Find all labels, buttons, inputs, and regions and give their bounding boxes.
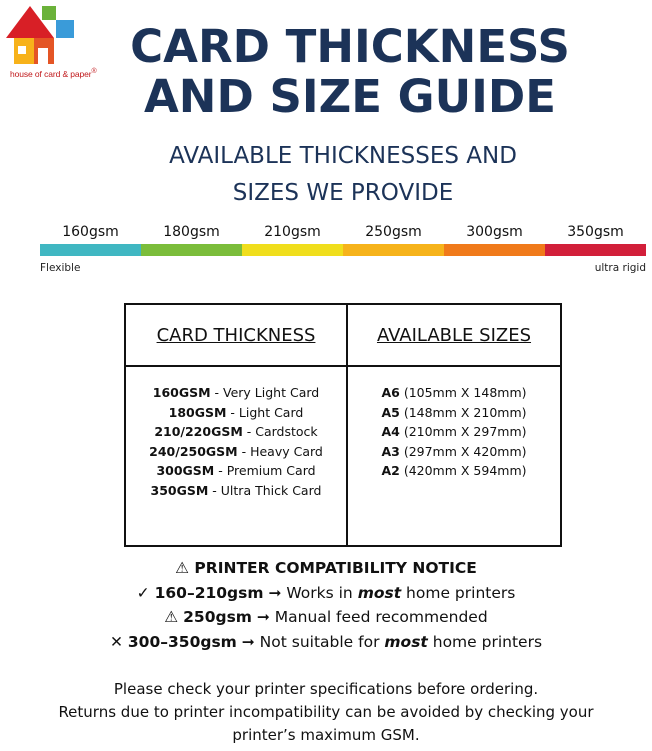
size-item: A5 (148mm X 210mm) bbox=[381, 404, 527, 420]
scale-label-300: 300gsm bbox=[466, 224, 523, 240]
header-card-thickness: CARD THICKNESS bbox=[125, 304, 347, 366]
thickness-item: 210/220GSM - Cardstock bbox=[154, 424, 318, 439]
scale-label-180: 180gsm bbox=[163, 224, 220, 240]
subtitle-line-2: SIZES WE PROVIDE bbox=[232, 180, 454, 206]
scale-bar bbox=[40, 244, 646, 256]
printer-compatibility-notice bbox=[0, 556, 652, 654]
size-list bbox=[347, 366, 561, 546]
arrow-icon: ➞ bbox=[236, 632, 260, 651]
scale-labels bbox=[40, 224, 646, 244]
size-item: A3 (297mm X 420mm) bbox=[381, 443, 527, 459]
thickness-item: 240/250GSM - Heavy Card bbox=[149, 443, 323, 459]
table-header-row bbox=[125, 304, 561, 366]
page-subtitle bbox=[100, 138, 586, 212]
scale-segment-180 bbox=[141, 244, 242, 256]
scale-segment-160 bbox=[40, 244, 141, 256]
arrow-icon: ➞ bbox=[263, 583, 287, 602]
page-title bbox=[100, 22, 600, 122]
notice-heading: ⚠ PRINTER COMPATIBILITY NOTICE bbox=[175, 559, 477, 577]
brand-name: house of card & paper® bbox=[10, 68, 97, 79]
notice-line-not-suitable: ✕ 300–350gsm ➞ Not suitable for most home printers bbox=[109, 632, 543, 651]
scale-end-flexible: Flexible bbox=[40, 262, 81, 274]
cross-icon: ✕ bbox=[109, 632, 128, 651]
thickness-item: 300GSM - Premium Card bbox=[156, 463, 316, 478]
warning-icon: ⚠ bbox=[164, 608, 184, 626]
scale-end-ultra-rigid: ultra rigid bbox=[594, 262, 646, 274]
footer-line-1: Please check your printer specifications before ordering. bbox=[113, 680, 539, 698]
footer-line-3: printer’s maximum GSM. bbox=[232, 726, 420, 744]
table-body-row bbox=[125, 366, 561, 546]
thickness-item: 350GSM - Ultra Thick Card bbox=[150, 482, 322, 498]
scale-segment-250 bbox=[343, 244, 444, 256]
house-logo-icon bbox=[4, 4, 84, 66]
thickness-scale bbox=[40, 224, 646, 280]
scale-label-250: 250gsm bbox=[365, 224, 422, 240]
footer-note bbox=[30, 678, 622, 747]
notice-line-compatible: ✓ 160–210gsm ➞ Works in most home printers bbox=[136, 583, 516, 602]
size-item: A4 (210mm X 297mm) bbox=[381, 424, 527, 439]
size-item: A2 (420mm X 594mm) bbox=[381, 463, 527, 478]
scale-label-210: 210gsm bbox=[264, 224, 321, 240]
scale-label-350: 350gsm bbox=[567, 224, 624, 240]
title-line-2: AND SIZE GUIDE bbox=[143, 70, 556, 123]
thickness-size-table bbox=[124, 303, 562, 547]
scale-segment-350 bbox=[545, 244, 646, 256]
footer-line-2: Returns due to printer incompatibility can be avoided by checking your bbox=[58, 703, 594, 721]
arrow-icon: ➞ bbox=[251, 608, 275, 626]
thickness-item: 180GSM - Light Card bbox=[168, 404, 304, 420]
scale-label-160: 160gsm bbox=[62, 224, 119, 240]
check-icon: ✓ bbox=[136, 583, 155, 602]
thickness-list bbox=[125, 366, 347, 546]
scale-segment-210 bbox=[242, 244, 343, 256]
header-available-sizes: AVAILABLE SIZES bbox=[347, 304, 561, 366]
thickness-item: 160GSM - Very Light Card bbox=[152, 385, 320, 400]
scale-segment-300 bbox=[444, 244, 545, 256]
subtitle-line-1: AVAILABLE THICKNESSES AND bbox=[169, 143, 517, 169]
notice-line-manual-feed: ⚠ 250gsm ➞ Manual feed recommended bbox=[164, 608, 488, 626]
title-line-1: CARD THICKNESS bbox=[130, 20, 570, 73]
size-item: A6 (105mm X 148mm) bbox=[381, 385, 527, 400]
